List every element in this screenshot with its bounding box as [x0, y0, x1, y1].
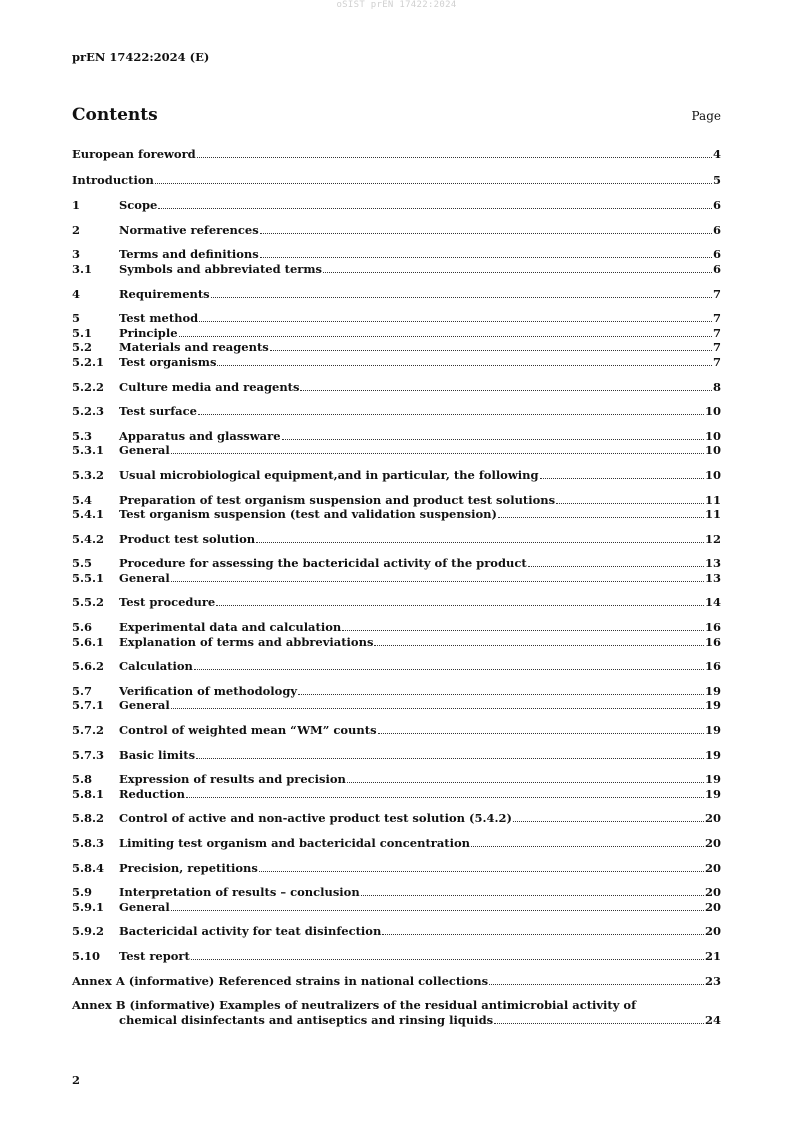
contents-title: Contents	[72, 105, 158, 125]
toc-entry-page: 13	[704, 556, 721, 571]
toc-entry-page: 13	[704, 570, 721, 585]
toc-entry[interactable]	[72, 811, 721, 826]
toc-entry-title: Product test solution	[119, 531, 256, 546]
dot-leader	[197, 157, 712, 158]
toc-entry-number: 5.9	[72, 885, 93, 900]
toc-entry-title: Annex A (informative) Referenced strains in national collections	[72, 973, 489, 988]
toc-entry-page: 16	[704, 620, 721, 635]
toc-entry-page: 12	[704, 531, 721, 546]
toc-entry-title-continued: chemical disinfectants and antiseptics and rinsing liquids	[119, 1012, 494, 1027]
toc-entry-title: Apparatus and glassware	[119, 428, 281, 443]
toc-entry[interactable]	[72, 287, 721, 302]
toc-entry[interactable]	[72, 620, 721, 635]
toc-entry-title: Procedure for assessing the bactericidal activity of the product	[119, 556, 527, 571]
toc-entry-page: 7	[712, 340, 721, 355]
toc-entry-number: 5.8.1	[72, 786, 105, 801]
dot-leader	[300, 390, 712, 391]
toc-entry-number: 5.9.1	[72, 899, 105, 914]
dot-leader	[256, 542, 704, 543]
dot-leader	[361, 895, 704, 896]
toc-entry-number: 5.2	[72, 340, 93, 355]
toc-entry-number: 5.4.1	[72, 507, 105, 522]
toc-entry-number: 5.8.2	[72, 811, 105, 826]
toc-entry-number: 5.10	[72, 948, 101, 963]
toc-entry-page: 11	[704, 492, 721, 507]
toc-entry-title: Test surface	[119, 404, 197, 419]
toc-entry-number: 4	[72, 286, 81, 301]
toc-entry-page: 10	[704, 443, 721, 458]
dot-leader	[194, 669, 704, 670]
dot-leader	[186, 797, 704, 798]
toc-entry-page: 16	[704, 634, 721, 649]
dot-leader	[211, 297, 712, 298]
toc-entry-page: 6	[712, 198, 721, 213]
toc-entry-page: 19	[704, 698, 721, 713]
toc-entry-title: General	[119, 899, 170, 914]
toc-entry[interactable]	[72, 571, 721, 586]
dot-leader	[198, 414, 704, 415]
toc-entry-page: 6	[712, 222, 721, 237]
dot-leader	[260, 257, 712, 258]
toc-entry-title: Experimental data and calculation	[119, 620, 342, 635]
toc-entry-page: 10	[704, 428, 721, 443]
toc-entry-title: Calculation	[119, 659, 193, 674]
toc-entry-title: Test report	[119, 948, 190, 963]
dot-leader	[196, 758, 704, 759]
toc-entry-title: Interpretation of results – conclusion	[119, 885, 360, 900]
dot-leader	[191, 959, 704, 960]
toc-entry-title: European foreword	[72, 147, 196, 161]
toc-entry[interactable]	[72, 223, 721, 238]
toc-entry[interactable]	[72, 924, 721, 939]
toc-entry-page: 19	[704, 786, 721, 801]
dot-leader	[494, 1023, 704, 1024]
toc-entry[interactable]	[72, 429, 721, 444]
toc-entry-number: 5.3.2	[72, 467, 105, 482]
dot-leader	[270, 350, 712, 351]
toc-entry-title: Control of weighted mean “WM” counts	[119, 723, 377, 738]
toc-entry-page: 4	[712, 147, 721, 161]
dot-leader	[528, 566, 704, 567]
toc-entry-number: 5.4.2	[72, 531, 105, 546]
dot-leader	[347, 782, 704, 783]
toc-entry-title: Precision, repetitions	[119, 860, 258, 875]
toc-entry-title: Test organisms	[119, 354, 217, 369]
table-of-contents	[72, 147, 721, 1027]
toc-entry[interactable]	[72, 380, 721, 395]
toc-entry-title: Terms and definitions	[119, 247, 259, 262]
toc-entry[interactable]	[72, 507, 721, 522]
dot-leader	[260, 233, 712, 234]
toc-entry-page: 20	[704, 836, 721, 850]
toc-entry-number: 5.6.2	[72, 659, 105, 674]
toc-entry[interactable]	[72, 748, 721, 763]
dot-leader	[259, 871, 704, 872]
toc-entry-title: Scope	[119, 198, 158, 213]
dot-leader	[171, 910, 704, 911]
toc-entry[interactable]	[72, 443, 721, 458]
toc-entry-page: 7	[712, 311, 721, 326]
toc-entry-page: 19	[704, 772, 721, 787]
toc-entry[interactable]	[72, 949, 721, 964]
dot-leader	[216, 605, 704, 606]
toc-entry-number: 5.1	[72, 325, 93, 340]
toc-entry-title: Usual microbiological equipment,and in particular, the following	[119, 467, 539, 482]
toc-entry-number: 5.2.2	[72, 379, 105, 394]
dot-leader	[556, 503, 704, 504]
toc-entry[interactable]	[72, 974, 721, 989]
toc-entry-page: 10	[704, 467, 721, 482]
toc-entry[interactable]	[72, 404, 721, 419]
toc-entry-page: 7	[712, 354, 721, 369]
toc-entry-number: 2	[72, 222, 81, 237]
toc-entry-number: 5.5.2	[72, 595, 105, 610]
toc-entry[interactable]	[72, 262, 721, 277]
toc-entry[interactable]	[72, 772, 721, 787]
dot-leader	[171, 708, 704, 709]
toc-entry-title: Requirements	[119, 286, 210, 301]
toc-entry-number: 5.7.2	[72, 723, 105, 738]
toc-entry-title: Basic limits	[119, 747, 196, 762]
toc-entry[interactable]	[72, 468, 721, 483]
toc-entry-page: 19	[704, 683, 721, 698]
toc-entry[interactable]	[72, 900, 721, 915]
dot-leader	[378, 733, 704, 734]
toc-entry-title: Control of active and non-active product test solution (5.4.2)	[119, 811, 512, 826]
toc-entry-number: 5.9.2	[72, 924, 105, 939]
dot-leader	[374, 645, 704, 646]
document-id: prEN 17422:2024 (E)	[72, 50, 210, 64]
toc-entry-title: Test procedure	[119, 595, 216, 610]
toc-entry-page: 20	[704, 899, 721, 914]
dot-leader	[323, 272, 712, 273]
toc-entry-page: 11	[704, 507, 721, 522]
toc-entry[interactable]	[72, 326, 721, 341]
dot-leader	[179, 336, 712, 337]
toc-entry-number: 5.6	[72, 620, 93, 635]
toc-entry-number: 5.2.3	[72, 404, 105, 419]
toc-entry-page: 20	[704, 924, 721, 939]
watermark: oSIST prEN 17422:2024	[336, 0, 457, 10]
toc-entry-number: 5.8	[72, 772, 93, 787]
dot-leader	[171, 453, 704, 454]
toc-entry[interactable]	[72, 998, 721, 1027]
toc-entry-number: 5.7	[72, 683, 93, 698]
toc-entry-page: 5	[712, 172, 721, 187]
toc-entry-title: General	[119, 443, 170, 458]
dot-leader	[158, 208, 712, 209]
toc-entry-title: General	[119, 698, 170, 713]
toc-entry-number: 3	[72, 247, 81, 262]
toc-entry-page: 6	[712, 247, 721, 262]
toc-entry[interactable]	[72, 247, 721, 262]
dot-leader	[282, 439, 704, 440]
toc-entry-title: Symbols and abbreviated terms	[119, 261, 322, 276]
dot-leader	[540, 478, 704, 479]
toc-entry-page: 16	[704, 659, 721, 674]
toc-entry[interactable]	[72, 556, 721, 571]
dot-leader	[298, 694, 704, 695]
toc-entry-number: 5.5.1	[72, 570, 105, 585]
toc-entry-title: Materials and reagents	[119, 340, 269, 355]
toc-entry[interactable]	[72, 836, 721, 851]
dot-leader	[199, 321, 712, 322]
toc-entry-page: 14	[704, 595, 721, 610]
toc-entry-page: 21	[704, 948, 721, 963]
toc-entry-number: 5.3.1	[72, 443, 105, 458]
toc-entry-number: 5.7.3	[72, 747, 105, 762]
dot-leader	[155, 183, 712, 184]
toc-entry[interactable]	[72, 861, 721, 876]
toc-entry-title: Bactericidal activity for teat disinfection	[119, 924, 382, 939]
toc-entry[interactable]	[72, 340, 721, 355]
toc-entry-number: 5.3	[72, 428, 93, 443]
toc-entry[interactable]	[72, 698, 721, 713]
dot-leader	[498, 517, 704, 518]
toc-entry[interactable]	[72, 311, 721, 326]
toc-entry-title: Preparation of test organism suspension and product test solutions	[119, 492, 556, 507]
dot-leader	[513, 821, 704, 822]
toc-entry-number: 5.8.4	[72, 860, 105, 875]
dot-leader	[471, 846, 704, 847]
toc-entry-page: 8	[712, 379, 721, 394]
toc-entry-page: 7	[712, 286, 721, 301]
toc-entry-number: 5.7.1	[72, 698, 105, 713]
toc-entry-page: 19	[704, 747, 721, 762]
toc-entry[interactable]	[72, 532, 721, 547]
toc-entry[interactable]	[72, 147, 721, 162]
toc-entry-page: 10	[704, 404, 721, 419]
toc-entry[interactable]	[72, 659, 721, 674]
toc-entry-title: Normative references	[119, 222, 259, 237]
toc-entry-title: Expression of results and precision	[119, 772, 346, 787]
toc-entry-title: Annex B (informative) Examples of neutralizers of the residual antimicrobial activity of	[72, 998, 637, 1013]
toc-entry-page: 20	[704, 811, 721, 826]
toc-entry[interactable]	[72, 355, 721, 370]
toc-entry[interactable]	[72, 493, 721, 508]
toc-entry-number: 5.2.1	[72, 354, 105, 369]
toc-entry-number: 1	[72, 198, 81, 213]
toc-entry-title: Test organism suspension (test and validation suspension)	[119, 507, 497, 522]
toc-entry-number: 5.6.1	[72, 634, 105, 649]
toc-entry-title: Principle	[119, 325, 178, 340]
toc-entry-title: Introduction	[72, 172, 154, 187]
toc-entry[interactable]	[72, 198, 721, 213]
toc-entry[interactable]	[72, 684, 721, 699]
toc-entry-title: Limiting test organism and bactericidal concentration	[119, 836, 470, 850]
toc-entry[interactable]	[72, 595, 721, 610]
dot-leader	[382, 934, 704, 935]
toc-entry-title: Test method	[119, 311, 199, 326]
toc-entry-page: 7	[712, 325, 721, 340]
toc-entry-title: General	[119, 570, 170, 585]
toc-entry[interactable]	[72, 723, 721, 738]
dot-leader	[342, 630, 704, 631]
toc-entry[interactable]	[72, 173, 721, 188]
toc-entry[interactable]	[72, 885, 721, 900]
toc-entry-number: 3.1	[72, 261, 93, 276]
toc-entry-title: Reduction	[119, 786, 185, 801]
toc-entry-page: 20	[704, 885, 721, 900]
page-number: 2	[72, 1073, 81, 1087]
toc-entry-number: 5.5	[72, 556, 93, 571]
dot-leader	[171, 581, 704, 582]
toc-entry-page: 23	[704, 973, 721, 988]
toc-entry-title: Explanation of terms and abbreviations	[119, 634, 374, 649]
toc-entry-number: 5	[72, 311, 81, 326]
dot-leader	[217, 365, 712, 366]
toc-entry-page: 6	[712, 261, 721, 276]
toc-entry[interactable]	[72, 635, 721, 650]
toc-entry[interactable]	[72, 787, 721, 802]
toc-entry-number: 5.4	[72, 492, 93, 507]
page-column-label: Page	[691, 109, 721, 123]
toc-entry-number: 5.8.3	[72, 836, 105, 850]
toc-entry-title: Culture media and reagents	[119, 379, 300, 394]
toc-entry-title: Verification of methodology	[119, 683, 298, 698]
toc-entry-page: 19	[704, 723, 721, 738]
dot-leader	[489, 984, 704, 985]
toc-entry-page: 20	[704, 860, 721, 875]
toc-entry-page: 24	[704, 1012, 721, 1027]
